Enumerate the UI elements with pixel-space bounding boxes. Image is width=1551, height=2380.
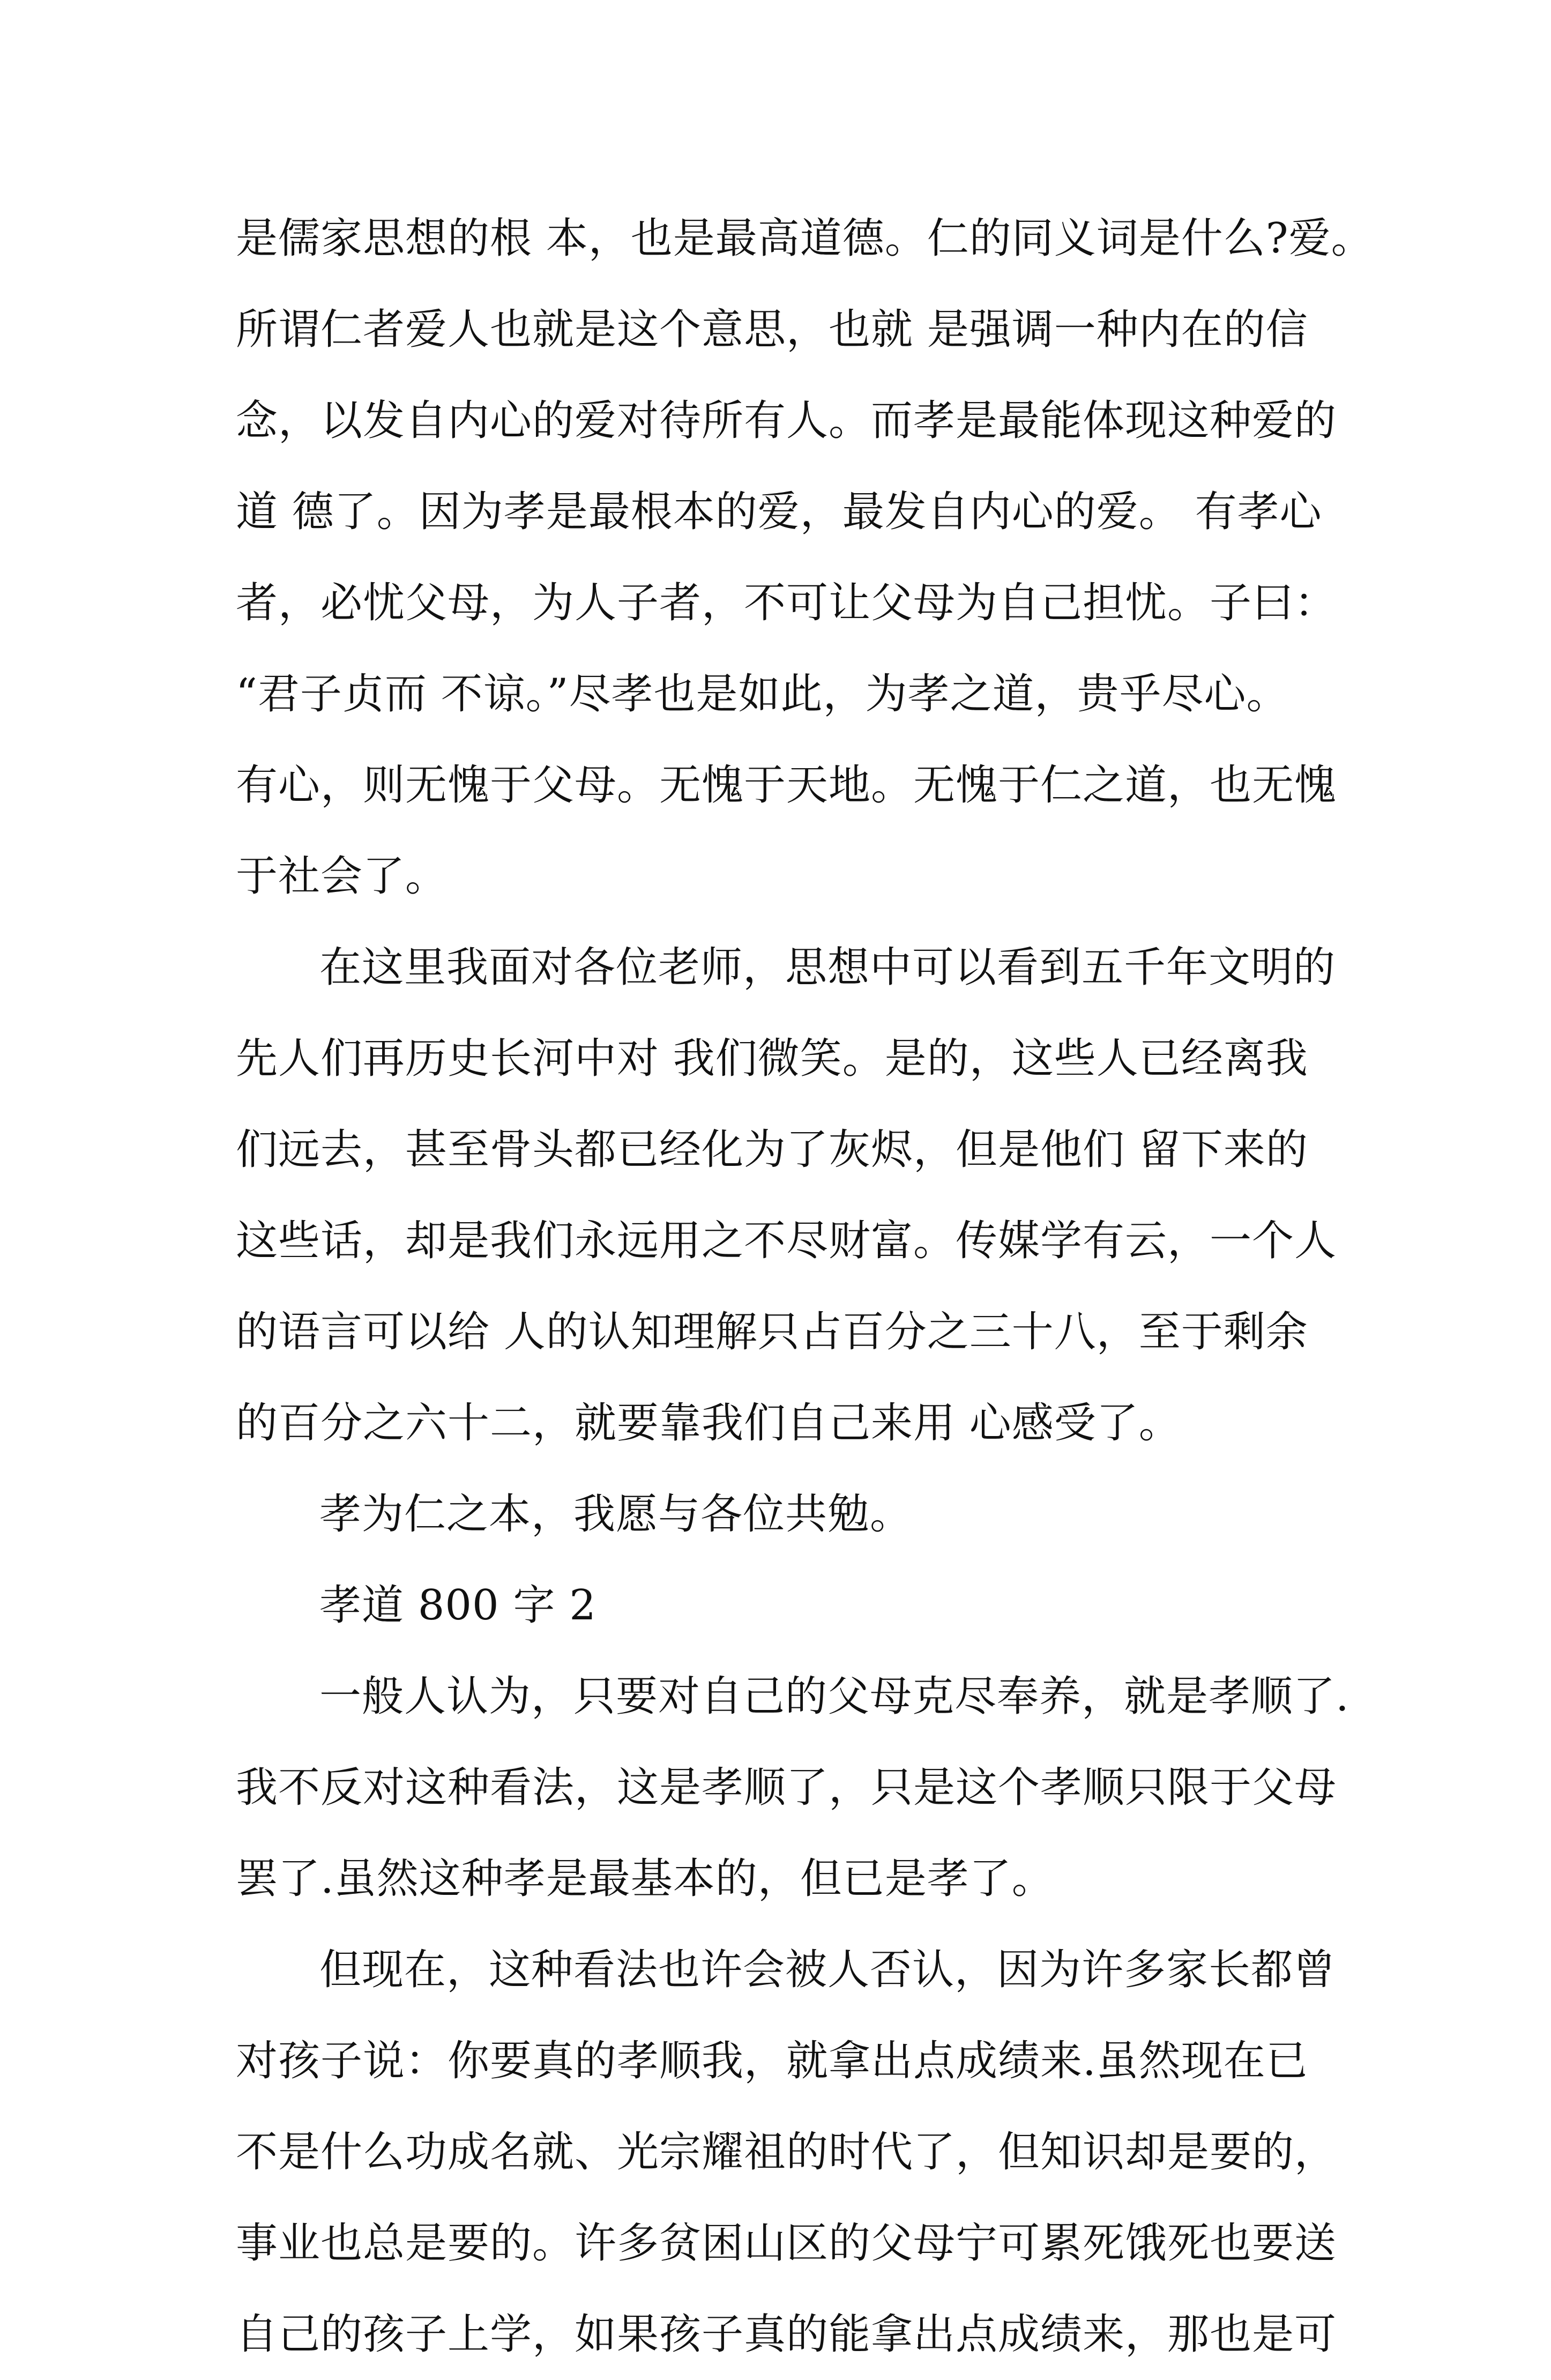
text-line: 念，以发自内心的爱对待所有人。而孝是最能体现这种爱的 — [236, 397, 1337, 445]
document-body — [236, 193, 1374, 2380]
section-heading: 孝道 800 字 2 — [319, 1581, 596, 1630]
text-line: 所谓仁者爱人也就是这个意思，也就 是强调一种内在的信 — [236, 306, 1308, 354]
text-line: 者，必忧父母，为人子者，不可让父母为自己担忧。子曰： — [236, 579, 1337, 627]
paragraph-start-line: 一般人认为，只要对自己的父母克尽奉养，就是孝顺了. — [319, 1672, 1349, 1721]
text-line: 们远去，甚至骨头都已经化为了灰烬，但是他们 留下来的 — [236, 1126, 1308, 1174]
text-line: 是儒家思想的根 本，也是最高道德。仁的同义词是什么?爱。 — [236, 214, 1374, 263]
text-line: 不是什么功成名就、光宗耀祖的时代了，但知识却是要的， — [236, 2128, 1337, 2176]
text-line: 事业也总是要的。许多贫困山区的父母宁可累死饿死也要送 — [236, 2219, 1337, 2267]
paragraph-start-line: 孝为仁之本，我愿与各位共勉。 — [319, 1490, 913, 1538]
text-line: 对孩子说：你要真的孝顺我，就拿出点成绩来.虽然现在已 — [236, 2037, 1308, 2085]
text-line: 我不反对这种看法，这是孝顺了，只是这个孝顺只限于父母 — [236, 1764, 1337, 1812]
paragraph-start-line: 在这里我面对各位老师，思想中可以看到五千年文明的 — [319, 943, 1336, 992]
text-line: 先人们再历史长河中对 我们微笑。是的，这些人已经离我 — [236, 1035, 1308, 1083]
text-line: 道 德了。因为孝是最根本的爱，最发自内心的爱。 有孝心 — [236, 488, 1322, 536]
text-line: 有心，则无愧于父母。无愧于天地。无愧于仁之道，也无愧 — [236, 761, 1337, 809]
text-line: 于社会了。 — [236, 852, 448, 901]
text-line: 自己的孩子上学，如果孩子真的能拿出点成绩来，那也是可 — [236, 2310, 1337, 2359]
text-line: “君子贞而 不谅。”尽孝也是如此，为孝之道，贵乎尽心。 — [236, 670, 1289, 718]
text-line: 罢了.虽然这种孝是最基本的，但已是孝了。 — [236, 1855, 1054, 1903]
text-line: 的语言可以给 人的认知理解只占百分之三十八，至于剩余 — [236, 1308, 1308, 1356]
text-line: 的百分之六十二，就要靠我们自己来用 心感受了。 — [236, 1399, 1181, 1447]
paragraph-start-line: 但现在，这种看法也许会被人否认，因为许多家长都曾 — [319, 1946, 1336, 1994]
text-line: 这些话，却是我们永远用之不尽财富。传媒学有云，一个人 — [236, 1217, 1337, 1265]
